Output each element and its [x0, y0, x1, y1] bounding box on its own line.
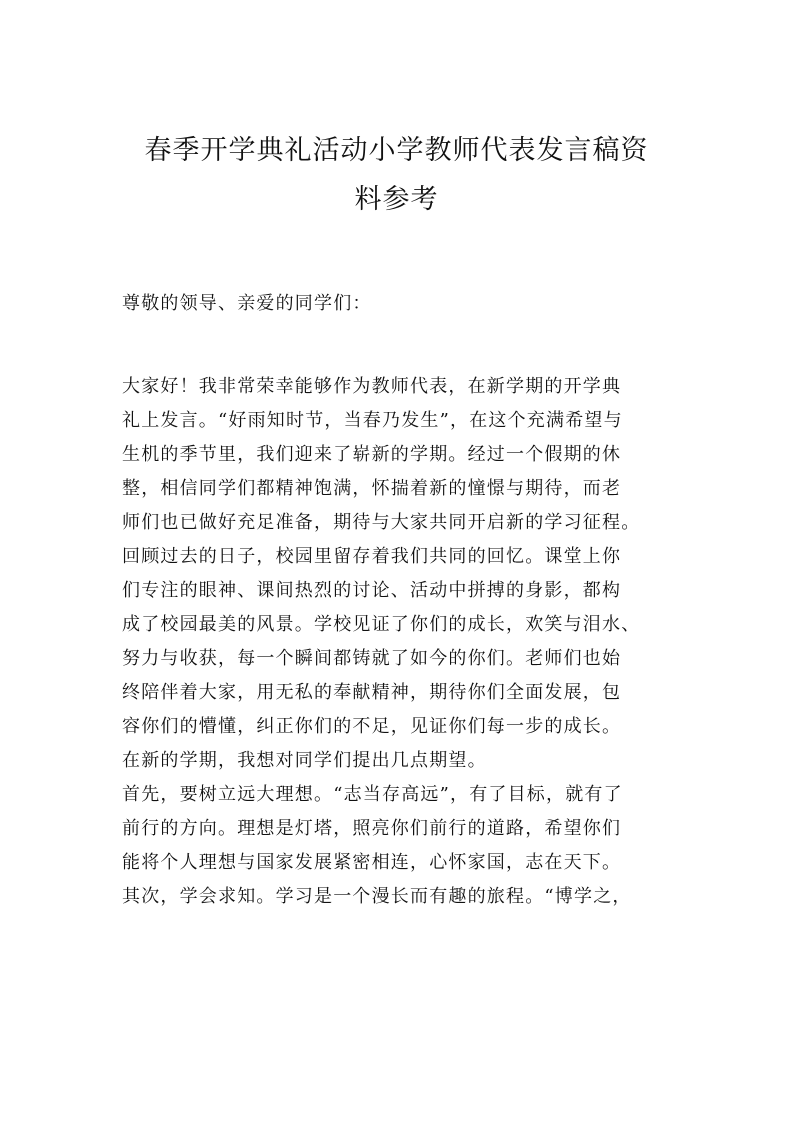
document-title [100, 126, 693, 224]
body-line: 努力与收获，每一个瞬间都铸就了如今的你们。老师们也始 [122, 648, 622, 669]
speech-body [122, 370, 682, 914]
body-line: 首先，要树立远大理想。“志当存高远”，有了目标，就有了 [122, 784, 623, 805]
body-line: 整，相信同学们都精神饱满，怀揣着新的憧憬与期待，而老 [122, 478, 622, 499]
body-line: 其次，学会求知。学习是一个漫长而有趣的旅程。“博学之， [122, 886, 632, 907]
body-line: 在新的学期，我想对同学们提出几点期望。 [122, 750, 487, 771]
body-line: 礼上发言。“好雨知时节，当春乃发生”，在这个充满希望与 [122, 410, 623, 431]
body-line: 前行的方向。理想是灯塔，照亮你们前行的道路，希望你们 [122, 818, 622, 839]
body-line: 大家好！我非常荣幸能够作为教师代表，在新学期的开学典 [122, 376, 622, 397]
body-line: 能将个人理想与国家发展紧密相连，心怀家国，志在天下。 [122, 852, 622, 873]
body-line: 容你们的懵懂，纠正你们的不足，见证你们每一步的成长。 [122, 716, 622, 737]
greeting: 尊敬的领导、亲爱的同学们： [122, 293, 372, 314]
title-line-2: 料参考 [354, 184, 439, 215]
body-line: 成了校园最美的风景。学校见证了你们的成长，欢笑与泪水、 [122, 614, 641, 635]
body-line: 回顾过去的日子，校园里留存着我们共同的回忆。课堂上你 [122, 546, 622, 567]
body-line: 终陪伴着大家，用无私的奉献精神，期待你们全面发展，包 [122, 682, 622, 703]
title-line-1: 春季开学典礼活动小学教师代表发言稿资 [144, 135, 649, 166]
body-line: 师们也已做好充足准备，期待与大家共同开启新的学习征程。 [122, 512, 641, 533]
body-line: 们专注的眼神、课间热烈的讨论、活动中拼搏的身影，都构 [122, 580, 622, 601]
body-line: 生机的季节里，我们迎来了崭新的学期。经过一个假期的休 [122, 444, 622, 465]
